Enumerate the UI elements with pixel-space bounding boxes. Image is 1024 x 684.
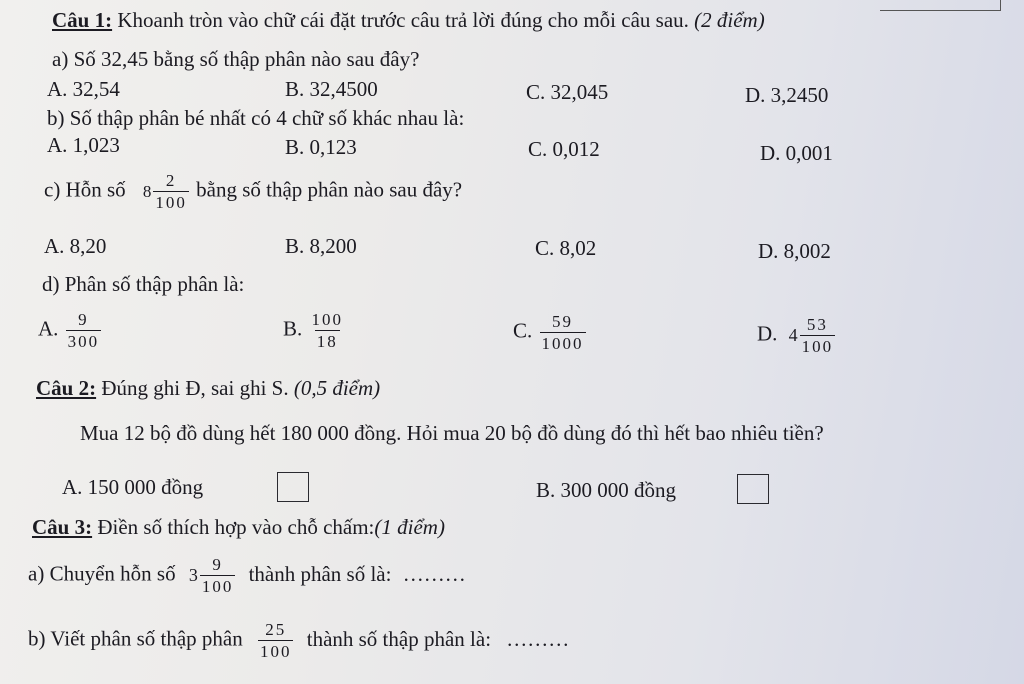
- q1d-b-fraction: [310, 311, 346, 351]
- q3a-numerator: 9: [212, 555, 223, 574]
- q1c-prompt-end: bằng số thập phân nào sau đây?: [196, 177, 463, 202]
- q1b-option-c[interactable]: C. 0,012: [528, 137, 600, 161]
- question-3-header: [32, 517, 445, 538]
- q1b-prompt: b) Số thập phân bé nhất có 4 chữ số khác nhau là:: [47, 106, 465, 130]
- q1d-a-numerator: 9: [78, 310, 89, 329]
- q1d-prompt: d) Phân số thập phân là:: [42, 272, 245, 296]
- q1b-option-a[interactable]: A. 1,023: [47, 133, 120, 157]
- q1a-prompt: a) Số 32,45 bằng số thập phân nào sau đây?: [52, 47, 420, 71]
- q3a-whole: 3: [188, 564, 198, 585]
- q3b-answer-blank[interactable]: ………: [506, 626, 570, 651]
- q1c-option-d[interactable]: D. 8,002: [758, 239, 831, 263]
- q1d-a-letter: A.: [38, 316, 59, 341]
- q1c-numerator: 2: [165, 171, 177, 190]
- q3b-end: thành số thập phân là:: [306, 626, 492, 651]
- q2-answer-box-b[interactable]: [737, 474, 769, 504]
- q1d-d-numerator: 53: [806, 315, 828, 334]
- q1b-option-b[interactable]: B. 0,123: [285, 135, 357, 159]
- q1d-d-denominator: 100: [801, 336, 834, 356]
- q3b-start: b) Viết phân số thập phân: [28, 626, 243, 651]
- question-1-header: [52, 10, 765, 31]
- question-2-header: [36, 378, 380, 399]
- q1c-option-b[interactable]: B. 8,200: [285, 234, 357, 258]
- q3a-line: [28, 556, 466, 596]
- q1c-option-c[interactable]: C. 8,02: [535, 236, 597, 260]
- q1d-c-denominator: 1000: [541, 333, 584, 353]
- q3b-line: [28, 621, 569, 661]
- q1d-c-letter: C.: [513, 318, 533, 343]
- q1d-option-a[interactable]: [38, 311, 103, 351]
- q1a-option-b[interactable]: B. 32,4500: [285, 77, 378, 101]
- q1c-prompt: [44, 172, 462, 212]
- page-border-line: [880, 0, 1001, 11]
- q1d-a-denominator: 300: [67, 331, 100, 351]
- q1c-fraction: [153, 172, 189, 212]
- q1d-d-letter: D.: [757, 321, 778, 346]
- q1c-option-a[interactable]: A. 8,20: [44, 234, 107, 258]
- question-3-points: (1 điểm): [374, 515, 445, 539]
- question-2-label: Câu 2:: [36, 376, 97, 400]
- question-1-points: (2 điểm): [694, 8, 765, 32]
- q3b-numerator: 25: [265, 620, 287, 639]
- q3a-answer-blank[interactable]: ………: [402, 561, 466, 586]
- q1c-prompt-start: c) Hỗn số: [44, 177, 126, 202]
- q1d-b-letter: B.: [283, 316, 303, 341]
- question-2-points: (0,5 điểm): [293, 376, 381, 400]
- q3a-fraction: [200, 556, 236, 596]
- q1a-option-d[interactable]: D. 3,2450: [745, 83, 829, 107]
- q1d-d-whole: 4: [788, 324, 798, 345]
- question-3-text: Điền số thích hợp vào chỗ chấm:: [92, 515, 375, 539]
- q1d-a-fraction: [66, 311, 102, 351]
- q3b-denominator: 100: [259, 641, 292, 661]
- question-1-label: Câu 1:: [52, 8, 113, 32]
- q1a-option-a[interactable]: A. 32,54: [47, 77, 120, 101]
- q3b-fraction: [258, 621, 294, 661]
- q1d-option-d[interactable]: [757, 316, 837, 356]
- q1d-b-denominator: 18: [316, 331, 338, 351]
- q1c-denominator: 100: [155, 192, 187, 212]
- q1d-d-fraction: [800, 316, 836, 356]
- q2-option-b: B. 300 000 đồng: [536, 478, 677, 502]
- q1c-whole: 8: [142, 181, 152, 201]
- q2-option-a: A. 150 000 đồng: [62, 475, 204, 499]
- q1d-option-b[interactable]: [283, 311, 347, 351]
- q1d-c-numerator: 59: [552, 312, 574, 331]
- q1d-option-c[interactable]: [513, 313, 588, 353]
- q3a-denominator: 100: [201, 576, 234, 596]
- q1d-b-numerator: 100: [311, 310, 344, 329]
- question-3-label: Câu 3:: [32, 515, 93, 539]
- question-1-text: Khoanh tròn vào chữ cái đặt trước câu trả lời đúng cho mỗi câu sau.: [112, 8, 689, 32]
- q3a-end: thành phân số là:: [248, 561, 392, 586]
- question-2-text: Đúng ghi Đ, sai ghi S.: [96, 376, 289, 400]
- q3a-start: a) Chuyển hỗn số: [28, 561, 176, 586]
- q1b-option-d[interactable]: D. 0,001: [760, 141, 833, 165]
- q1a-option-c[interactable]: C. 32,045: [526, 80, 609, 104]
- q2-answer-box-a[interactable]: [277, 472, 309, 502]
- q1d-c-fraction: [540, 313, 586, 353]
- question-2-problem: Mua 12 bộ đồ dùng hết 180 000 đồng. Hỏi mua 20 bộ đồ dùng đó thì hết bao nhiêu tiền?: [80, 421, 824, 445]
